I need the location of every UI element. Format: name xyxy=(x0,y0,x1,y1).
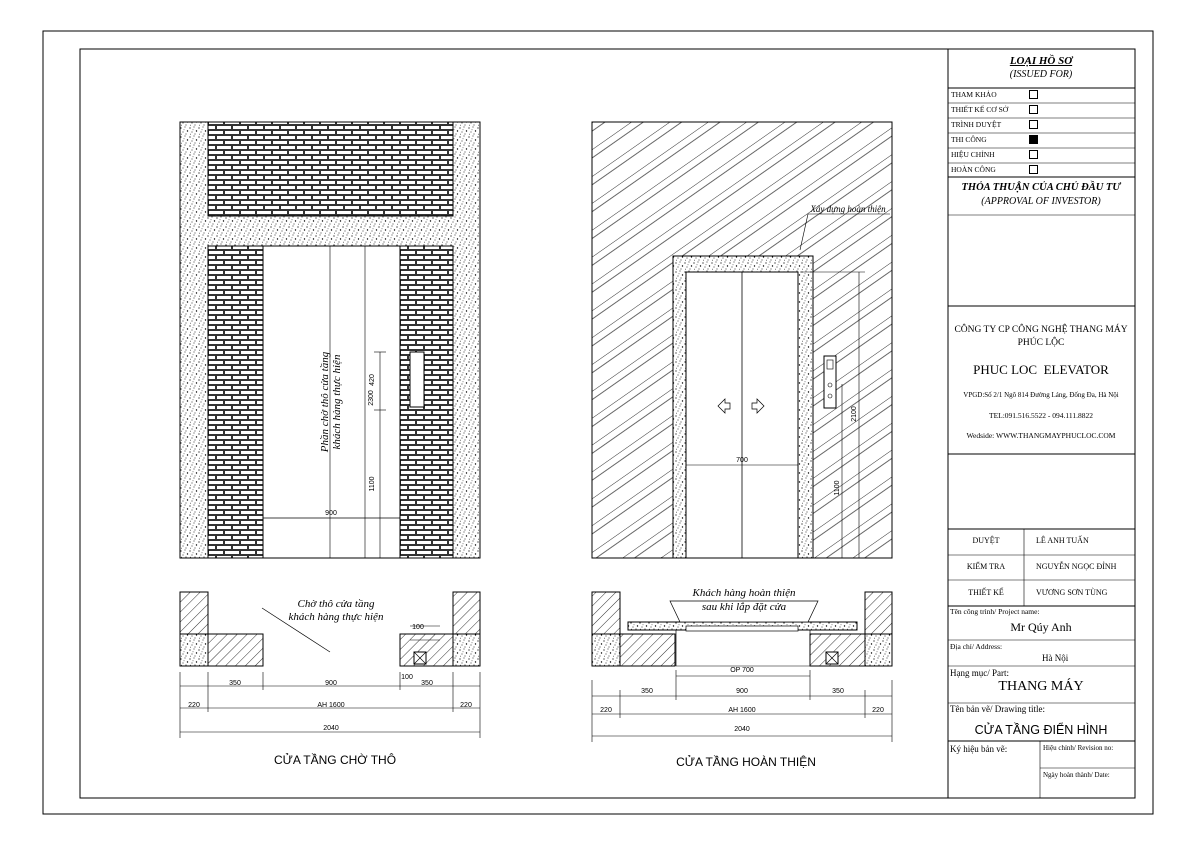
issued-item-checkbox[interactable] xyxy=(1029,105,1038,114)
part-label: Hạng mục/ Part: xyxy=(950,668,1009,678)
left-plan-dim-350a: 350 xyxy=(229,680,241,687)
issued-item-label: THIẾT KẾ CƠ SỞ xyxy=(951,105,1009,114)
date-label: Ngày hoàn thành/ Date: xyxy=(1043,771,1110,779)
issued-for-title: LOẠI HỒ SƠ xyxy=(1009,55,1073,67)
right-plan-dim-350a: 350 xyxy=(641,688,653,695)
company-address: VPGD:Số 2/1 Ngõ 814 Đường Láng, Đống Đa, Hà Nội xyxy=(963,391,1119,399)
project-value: Mr Qúy Anh xyxy=(1010,620,1072,634)
signature-name: LÊ ANH TUẤN xyxy=(1036,536,1089,545)
project-label: Tên công trình/ Project name: xyxy=(950,607,1040,616)
issued-item-label: TRÌNH DUYỆT xyxy=(951,120,1002,129)
right-plan-note-1: Khách hàng hoàn thiện xyxy=(692,587,796,599)
right-plan-dim-op: OP 700 xyxy=(730,667,754,674)
issued-item-checkbox[interactable] xyxy=(1029,120,1038,129)
part-value: THANG MÁY xyxy=(998,679,1084,694)
left-plan-dim-220b: 220 xyxy=(460,702,472,709)
left-plan-dim-100a: 100 xyxy=(412,624,424,631)
right-plan-dim-220a: 220 xyxy=(600,707,612,714)
left-plan-note-2: khách hàng thực hiện xyxy=(288,611,384,623)
issued-item-checkbox-checked[interactable] xyxy=(1029,135,1038,144)
issued-item-label: THAM KHẢO xyxy=(951,90,997,99)
left-opening-note-2: khách hàng thực hiện xyxy=(331,354,343,450)
approval-subtitle: (APPROVAL OF INVESTOR) xyxy=(981,196,1101,207)
drawing-title-value: CỬA TẦNG ĐIỂN HÌNH xyxy=(974,723,1108,737)
issued-for-subtitle: (ISSUED FOR) xyxy=(1009,69,1073,80)
signature-name: NGUYỄN NGỌC ĐỈNH xyxy=(1036,562,1117,571)
company-name-2: PHÚC LỘC xyxy=(1017,338,1065,348)
right-plan-note-2: sau khi lắp đặt cửa xyxy=(701,601,787,613)
left-caption: CỬA TẦNG CHỜ THÔ xyxy=(273,753,397,767)
issued-item-checkbox[interactable] xyxy=(1029,90,1038,99)
left-opening-note-1: Phần chờ thô cửa tầng xyxy=(319,351,331,453)
issued-item-label: HIỆU CHỈNH xyxy=(951,150,995,159)
right-dim-1100: 1100 xyxy=(834,480,841,496)
left-dim-1100: 1100 xyxy=(369,476,376,492)
issued-item-checkbox[interactable] xyxy=(1029,150,1038,159)
left-plan-dim-100b: 100 xyxy=(401,674,413,681)
company-phone: TEL:091.516.5522 - 094.111.8822 xyxy=(988,411,1094,420)
left-dim-420: 420 xyxy=(369,374,376,386)
signature-name: VƯƠNG SƠN TÙNG xyxy=(1036,588,1108,597)
right-plan-dim-2040: 2040 xyxy=(734,726,750,733)
left-plan-dim-220a: 220 xyxy=(188,702,200,709)
drawing-title-label: Tên bản vẽ/ Drawing title: xyxy=(950,704,1045,714)
address-value: Hà Nội xyxy=(1042,653,1069,663)
right-plan-dim-350b: 350 xyxy=(832,688,844,695)
company-website: Wedside: WWW.THANGMAYPHUCLOC.COM xyxy=(966,431,1116,440)
revision-label: Hiệu chỉnh/ Revision no: xyxy=(1043,744,1114,752)
company-brand: PHUC LOC ELEVATOR xyxy=(973,362,1109,377)
right-caption: CỬA TẦNG HOÀN THIỆN xyxy=(676,755,816,769)
right-wall-note: Xây dựng hoàn thiện xyxy=(810,204,886,214)
issued-item-checkbox[interactable] xyxy=(1029,165,1038,174)
left-plan-dim-350b: 350 xyxy=(421,680,433,687)
right-dim-2100: 2100 xyxy=(851,406,858,422)
left-plan-dim-ah: AH 1600 xyxy=(317,702,345,709)
issued-item-label: HOÀN CÔNG xyxy=(951,165,996,174)
right-plan-dim-220b: 220 xyxy=(872,707,884,714)
address-label: Địa chỉ/ Address: xyxy=(950,642,1003,651)
company-name-1: CÔNG TY CP CÔNG NGHỆ THANG MÁY xyxy=(954,325,1128,335)
drawing-no-label: Ký hiệu bản vẽ: xyxy=(950,744,1008,754)
issued-item-label: THI CÔNG xyxy=(951,135,987,144)
left-dim-height: 2300 xyxy=(368,390,375,406)
left-plan-dim-2040: 2040 xyxy=(323,725,339,732)
approval-title: THỎA THUẬN CỦA CHỦ ĐẦU TƯ xyxy=(961,182,1121,193)
signature-role: DUYỆT xyxy=(972,536,1000,545)
signature-role: THIẾT KẾ xyxy=(968,588,1004,597)
left-elevation xyxy=(180,122,480,558)
left-plan-note-1: Chờ thô cửa tầng xyxy=(297,598,375,610)
right-elevation xyxy=(592,122,892,558)
right-plan-dim-ah: AH 1600 xyxy=(728,707,756,714)
left-dim-width: 900 xyxy=(325,510,337,517)
signature-role: KIỂM TRA xyxy=(966,562,1006,571)
right-dim-door-width: 700 xyxy=(736,457,748,464)
left-plan-dim-900: 900 xyxy=(325,680,337,687)
right-plan-dim-900: 900 xyxy=(736,688,748,695)
